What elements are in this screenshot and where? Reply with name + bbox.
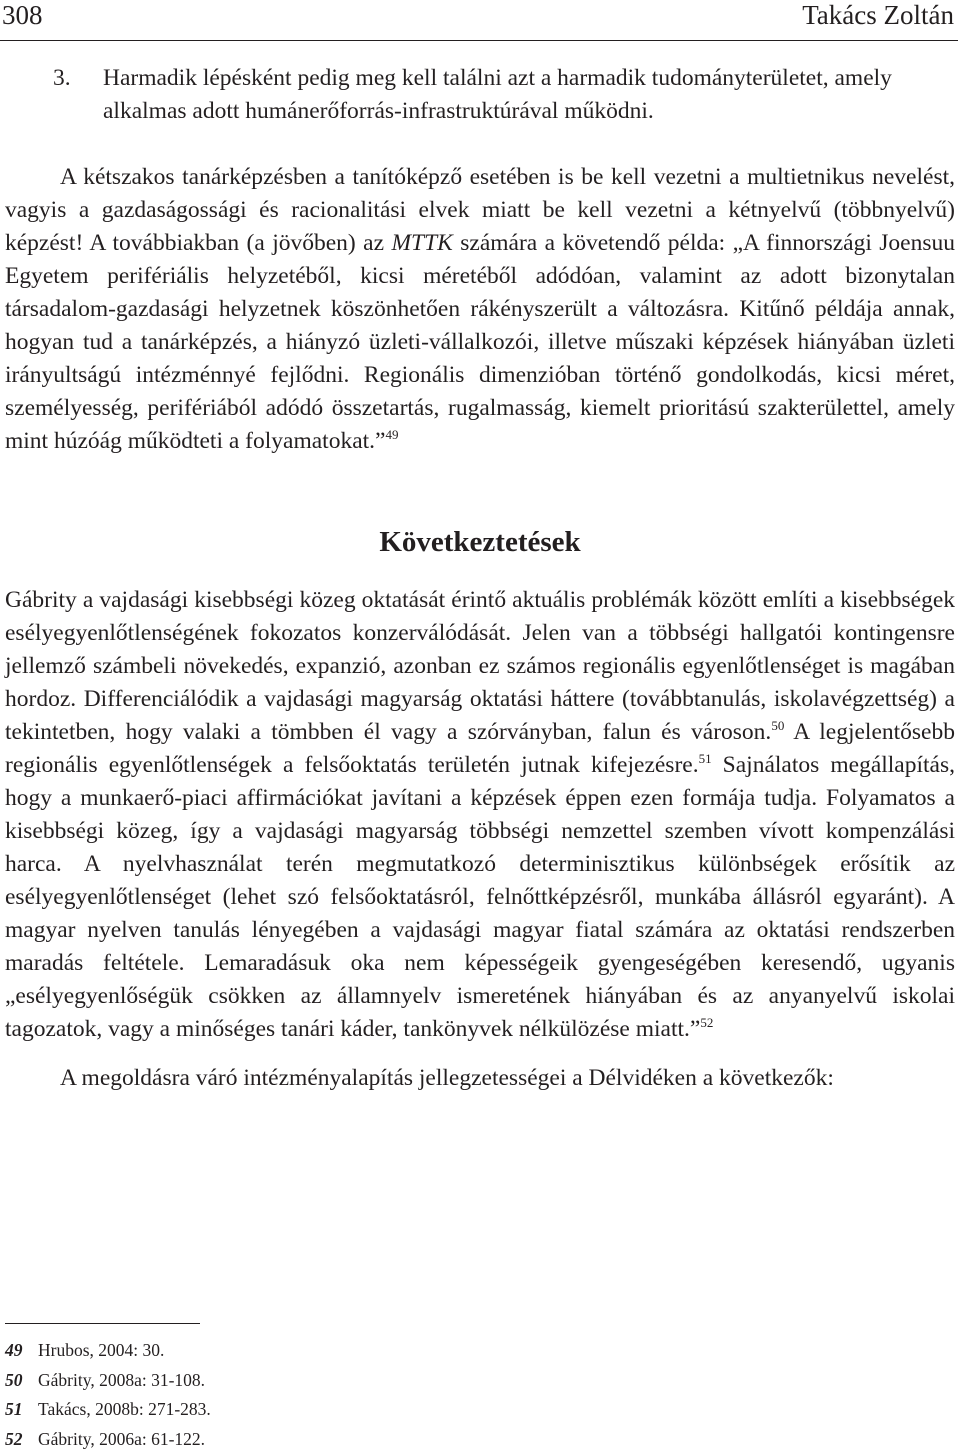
footnote-ref-52[interactable]: 52 xyxy=(700,1015,713,1030)
paragraph-2-text-b: A legjelentősebb regionális egyenlőtlenségek a felsőoktatás területén jutnak kifejezésre. xyxy=(5,719,955,778)
body-text xyxy=(5,62,955,1095)
list-item-number: 3. xyxy=(53,62,71,95)
paragraph-2 xyxy=(5,584,955,1046)
paragraph-1 xyxy=(5,161,955,458)
footnote-number: 50 xyxy=(5,1366,38,1396)
page-header xyxy=(0,0,958,41)
paragraph-3: A megoldásra váró intézményalapítás jellegzetességei a Délvidéken a következők: xyxy=(5,1062,955,1095)
footnote-number: 49 xyxy=(5,1336,38,1366)
footnote-text: Gábrity, 2008a: 31-108. xyxy=(38,1370,205,1390)
footnote-divider xyxy=(5,1323,200,1324)
footnotes xyxy=(5,1336,211,1454)
list-item-text: Harmadik lépésként pedig meg kell találni azt a harmadik tudományterületet, amely alkalmas adott humánerőforrás-infrastruktúrával működni. xyxy=(103,65,892,124)
footnote-number: 51 xyxy=(5,1395,38,1425)
footnote-ref-51[interactable]: 51 xyxy=(699,751,712,766)
footnote-text: Takács, 2008b: 271-283. xyxy=(38,1399,211,1419)
paragraph-2-text-a: Gábrity a vajdasági kisebbségi közeg oktatását érintő aktuális problémák között említi a kisebbségek esélyegyenlőtlenségének fokozatos konzerválódását. Jelen van a többségi hallgatói kontingensre jellemző számbeli növekedés, expanzió, azonban ez számos regionális egyenlőtlenséget is magában hordoz. Differenciálódik a vajdasági magyarság oktatási háttere (továbbtanulás, iskolavégzettség) a tekintetben, hogy valaki a tömbben él vagy a szórványban, falun és városon. xyxy=(5,587,955,745)
paragraph-spacer xyxy=(5,128,955,161)
footnote-item xyxy=(5,1366,211,1396)
numbered-list-item xyxy=(5,62,955,128)
paragraph-2-text-c: Sajnálatos megállapítás, hogy a munkaerő-piaci affirmációkat javítani a képzések éppen ezen formája tudja. Folyamatos a kisebbségi közeg, így a vajdasági magyarság többségi nemzettel szemben vívott kompenzálási harca. A nyelvhasználat terén megmutatkozó determinisztikus különbségek erősítik az esélyegyenlőtlenséget (lehet szó felsőoktatásról, felnőttképzésről, munkába állásról egyaránt). A magyar nyelven tanulás lényegében a vajdasági magyar fiatal számára az oktatási rendszerben maradás feltétele. Lemaradásuk oka nem képességeik gyengeségében keresendő, ugyanis „esélyegyenlőségük csökken az államnyelv ismeretének hiányában és az anyanyelvű iskolai tagozatok, vagy a minőséges tanári káder, tankönyvek nélkülözése miatt.” xyxy=(5,752,955,1042)
section-heading: Következtetések xyxy=(5,522,955,562)
footnote-text: Gábrity, 2006a: 61-122. xyxy=(38,1429,205,1449)
footnote-ref-50[interactable]: 50 xyxy=(771,718,784,733)
footnote-item xyxy=(5,1395,211,1425)
footnote-text: Hrubos, 2004: 30. xyxy=(38,1340,164,1360)
page-number: 308 xyxy=(2,0,43,30)
footnote-item xyxy=(5,1425,211,1454)
footnote-item xyxy=(5,1336,211,1366)
paragraph-1-text-a: A kétszakos tanárképzésben a tanítóképző esetében is be kell vezetni a multietnikus nevelést, vagyis a gazdaságossági és racionalitási elvek miatt be kell vezetni a kétnyelvű (többnyelvű) képzést! A továbbiakban (a jövőben) az xyxy=(5,164,955,256)
footnote-number: 52 xyxy=(5,1425,38,1454)
running-head-author: Takács Zoltán xyxy=(802,0,954,30)
abbreviation-mttk: MTTK xyxy=(391,230,452,256)
footnote-ref-49[interactable]: 49 xyxy=(385,427,398,442)
paragraph-1-text-b: számára a követendő példa: „A finnországi Joensuu Egyetem perifériális helyzetéből, kicsi méretéből adódóan, valamint az adott bizonytalan társadalom-gazdasági helyzetnek köszönhetően rákényszerült a változásra. Kitűnő példája annak, hogyan tud a tanárképzés, a hiányzó üzleti-vállalkozói, illetve műszaki képzések hiányában üzleti irányultságú intézménnyé fejlődni. Regionális dimenzióban történő gondolkodás, kicsi méret, személyesség, perifériából adódó összetartás, rugalmasság, kiemelt prioritású szakterülettel, amely mint húzóág működteti a folyamatokat.” xyxy=(5,230,955,454)
